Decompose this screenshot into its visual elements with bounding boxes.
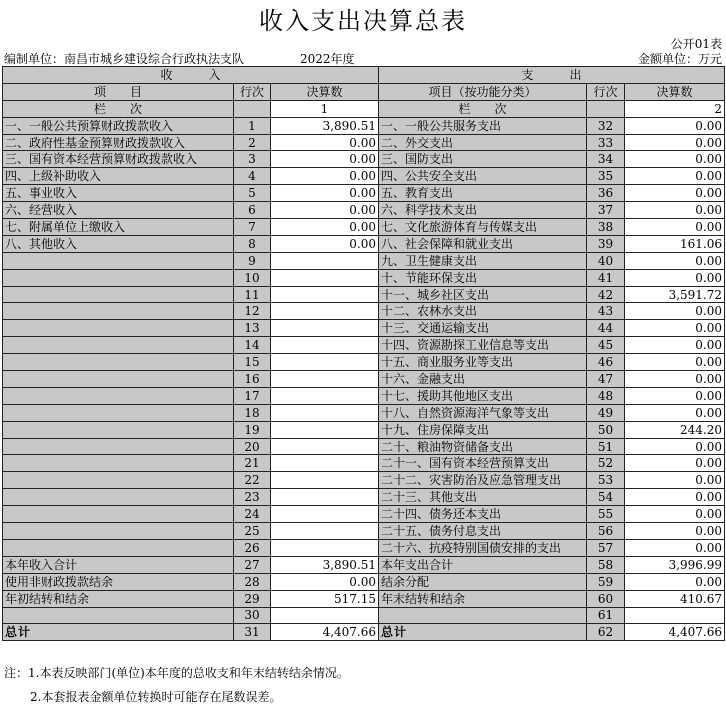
report-meta-row xyxy=(0,50,726,66)
budget-table xyxy=(2,66,725,641)
income-amount: 0.00 xyxy=(271,151,379,168)
income-amount xyxy=(271,607,379,624)
expense-item: 十七、援助其他地区支出 xyxy=(379,387,587,404)
table-row xyxy=(3,252,725,269)
table-row xyxy=(3,151,725,168)
income-section-header: 收 入 xyxy=(3,67,379,84)
expense-row-no: 32 xyxy=(587,117,625,134)
expense-amount: 3,591.72 xyxy=(625,286,725,303)
expense-row-no: 58 xyxy=(587,556,625,573)
expense-item: 二十四、债务还本支出 xyxy=(379,506,587,523)
income-item: 八、其他收入 xyxy=(3,235,234,252)
expense-row-no: 56 xyxy=(587,523,625,540)
expense-amount: 0.00 xyxy=(625,539,725,556)
income-row-no: 18 xyxy=(234,404,271,421)
expense-row-no: 55 xyxy=(587,506,625,523)
table-row xyxy=(3,523,725,540)
income-row-no: 28 xyxy=(234,573,271,590)
table-row xyxy=(3,539,725,556)
income-amount xyxy=(271,523,379,540)
table-row xyxy=(3,235,725,252)
expense-amount: 0.00 xyxy=(625,320,725,337)
table-row xyxy=(3,354,725,371)
income-item: 总计 xyxy=(3,624,234,641)
income-amount xyxy=(271,539,379,556)
expense-amount xyxy=(625,607,725,624)
expense-amount: 0.00 xyxy=(625,506,725,523)
income-row-no: 10 xyxy=(234,269,271,286)
table-row xyxy=(3,421,725,438)
expense-item: 二十二、灾害防治及应急管理支出 xyxy=(379,472,587,489)
expense-item: 二十三、其他支出 xyxy=(379,489,587,506)
income-row-no: 2 xyxy=(234,134,271,151)
income-amount: 3,890.51 xyxy=(271,117,379,134)
lanci-left-blank xyxy=(234,100,271,117)
income-row-no: 8 xyxy=(234,235,271,252)
income-item xyxy=(3,371,234,388)
expense-row-no: 54 xyxy=(587,489,625,506)
income-item xyxy=(3,506,234,523)
income-amount xyxy=(271,286,379,303)
income-row-no: 31 xyxy=(234,624,271,641)
amount-unit: 金额单位：万元 xyxy=(637,52,722,66)
income-row-no: 14 xyxy=(234,337,271,354)
income-row-no: 16 xyxy=(234,371,271,388)
table-row xyxy=(3,219,725,236)
expense-item: 十八、自然资源海洋气象等支出 xyxy=(379,404,587,421)
income-amount xyxy=(271,269,379,286)
expense-item: 年末结转和结余 xyxy=(379,590,587,607)
expense-row-no: 57 xyxy=(587,539,625,556)
expense-item: 十五、商业服务业等支出 xyxy=(379,354,587,371)
expense-row-no: 61 xyxy=(587,607,625,624)
expense-row-no: 42 xyxy=(587,286,625,303)
expense-amount: 4,407.66 xyxy=(625,624,725,641)
lanci-row xyxy=(3,100,725,117)
table-row xyxy=(3,303,725,320)
income-item xyxy=(3,320,234,337)
expense-amount: 0.00 xyxy=(625,168,725,185)
expense-row-no: 50 xyxy=(587,421,625,438)
income-row-no: 22 xyxy=(234,472,271,489)
income-item xyxy=(3,472,234,489)
expense-item xyxy=(379,607,587,624)
expense-row-no: 46 xyxy=(587,354,625,371)
form-number: 公开01表 xyxy=(670,37,722,51)
income-amount xyxy=(271,354,379,371)
table-row xyxy=(3,573,725,590)
section-header-row xyxy=(3,67,725,84)
income-item: 六、经营收入 xyxy=(3,202,234,219)
income-amount xyxy=(271,252,379,269)
expense-item: 十二、农林水支出 xyxy=(379,303,587,320)
income-item: 一、一般公共预算财政拨款收入 xyxy=(3,117,234,134)
lanci-right-label: 栏 次 xyxy=(379,100,587,117)
footnote-2: 2.本套报表金额单位转换时可能存在尾数误差。 xyxy=(30,690,282,704)
expense-amount: 244.20 xyxy=(625,421,725,438)
income-item: 年初结转和结余 xyxy=(3,590,234,607)
expense-item: 九、卫生健康支出 xyxy=(379,252,587,269)
income-amount xyxy=(271,320,379,337)
income-amount: 0.00 xyxy=(271,134,379,151)
table-row xyxy=(3,387,725,404)
expense-amount: 0.00 xyxy=(625,438,725,455)
expense-section-header: 支 出 xyxy=(379,67,725,84)
expense-row-no: 33 xyxy=(587,134,625,151)
expense-item: 十九、住房保障支出 xyxy=(379,421,587,438)
income-row-no: 6 xyxy=(234,202,271,219)
income-amount: 0.00 xyxy=(271,202,379,219)
table-row xyxy=(3,286,725,303)
income-item xyxy=(3,337,234,354)
expense-amount: 0.00 xyxy=(625,354,725,371)
expense-item: 结余分配 xyxy=(379,573,587,590)
expense-amount: 161.06 xyxy=(625,235,725,252)
table-row xyxy=(3,337,725,354)
income-row-no: 12 xyxy=(234,303,271,320)
table-row xyxy=(3,269,725,286)
expense-item: 十、节能环保支出 xyxy=(379,269,587,286)
expense-item: 本年支出合计 xyxy=(379,556,587,573)
table-row xyxy=(3,202,725,219)
expense-item: 二十五、债务付息支出 xyxy=(379,523,587,540)
table-row xyxy=(3,134,725,151)
income-item xyxy=(3,489,234,506)
income-row-no: 5 xyxy=(234,185,271,202)
income-item xyxy=(3,303,234,320)
page-title: 收入支出决算总表 xyxy=(259,7,467,35)
income-amount xyxy=(271,506,379,523)
income-item xyxy=(3,269,234,286)
expense-amount: 0.00 xyxy=(625,404,725,421)
table-row xyxy=(3,489,725,506)
expense-item: 三、国防支出 xyxy=(379,151,587,168)
expense-item: 十一、城乡社区支出 xyxy=(379,286,587,303)
header-item-func: 项目（按功能分类） xyxy=(379,83,587,100)
expense-row-no: 39 xyxy=(587,235,625,252)
expense-amount: 0.00 xyxy=(625,387,725,404)
income-item xyxy=(3,539,234,556)
expense-item: 十四、资源勘探工业信息等支出 xyxy=(379,337,587,354)
reporting-org: 编制单位：南昌市城乡建设综合行政执法支队 xyxy=(4,52,245,66)
expense-amount: 0.00 xyxy=(625,523,725,540)
expense-amount: 0.00 xyxy=(625,117,725,134)
income-amount xyxy=(271,472,379,489)
table-row xyxy=(3,438,725,455)
income-item: 七、附属单位上缴收入 xyxy=(3,219,234,236)
expense-item: 五、教育支出 xyxy=(379,185,587,202)
income-amount: 4,407.66 xyxy=(271,624,379,641)
income-item xyxy=(3,252,234,269)
expense-item: 二十六、抗疫特别国债安排的支出 xyxy=(379,539,587,556)
expense-item: 八、社会保障和就业支出 xyxy=(379,235,587,252)
table-row xyxy=(3,117,725,134)
income-item: 二、政府性基金预算财政拨款收入 xyxy=(3,134,234,151)
lanci-right-blank xyxy=(587,100,625,117)
income-row-no: 19 xyxy=(234,421,271,438)
income-amount xyxy=(271,337,379,354)
expense-row-no: 41 xyxy=(587,269,625,286)
income-amount xyxy=(271,371,379,388)
table-row xyxy=(3,320,725,337)
expense-row-no: 52 xyxy=(587,455,625,472)
expense-amount: 410.67 xyxy=(625,590,725,607)
expense-amount: 0.00 xyxy=(625,455,725,472)
income-item xyxy=(3,438,234,455)
income-row-no: 4 xyxy=(234,168,271,185)
income-item: 五、事业收入 xyxy=(3,185,234,202)
table-row xyxy=(3,168,725,185)
header-amount-2: 决算数 xyxy=(625,83,725,100)
expense-amount: 0.00 xyxy=(625,573,725,590)
expense-row-no: 40 xyxy=(587,252,625,269)
income-item: 三、国有资本经营预算财政拨款收入 xyxy=(3,151,234,168)
income-amount: 0.00 xyxy=(271,219,379,236)
income-item xyxy=(3,404,234,421)
expense-row-no: 43 xyxy=(587,303,625,320)
expense-item: 十六、金融支出 xyxy=(379,371,587,388)
expense-item: 二十、粮油物资储备支出 xyxy=(379,438,587,455)
expense-item: 一、一般公共服务支出 xyxy=(379,117,587,134)
income-row-no: 1 xyxy=(234,117,271,134)
income-item xyxy=(3,387,234,404)
income-row-no: 27 xyxy=(234,556,271,573)
income-row-no: 20 xyxy=(234,438,271,455)
income-item xyxy=(3,455,234,472)
expense-row-no: 53 xyxy=(587,472,625,489)
expense-row-no: 36 xyxy=(587,185,625,202)
income-amount xyxy=(271,404,379,421)
table-row xyxy=(3,607,725,624)
expense-row-no: 34 xyxy=(587,151,625,168)
income-amount xyxy=(271,455,379,472)
income-row-no: 25 xyxy=(234,523,271,540)
report-year: 2022年度 xyxy=(300,52,355,66)
expense-item: 总计 xyxy=(379,624,587,641)
income-amount: 3,890.51 xyxy=(271,556,379,573)
income-row-no: 24 xyxy=(234,506,271,523)
header-row-no-2: 行次 xyxy=(587,83,625,100)
income-amount: 0.00 xyxy=(271,573,379,590)
expense-row-no: 35 xyxy=(587,168,625,185)
expense-amount: 0.00 xyxy=(625,489,725,506)
income-item xyxy=(3,286,234,303)
expense-amount: 0.00 xyxy=(625,219,725,236)
table-row xyxy=(3,506,725,523)
expense-amount: 0.00 xyxy=(625,303,725,320)
income-row-no: 21 xyxy=(234,455,271,472)
income-amount xyxy=(271,387,379,404)
income-item xyxy=(3,354,234,371)
income-amount: 0.00 xyxy=(271,168,379,185)
expense-amount: 0.00 xyxy=(625,269,725,286)
income-row-no: 30 xyxy=(234,607,271,624)
income-row-no: 7 xyxy=(234,219,271,236)
expense-item: 十三、交通运输支出 xyxy=(379,320,587,337)
income-item: 本年收入合计 xyxy=(3,556,234,573)
header-amount: 决算数 xyxy=(271,83,379,100)
expense-amount: 0.00 xyxy=(625,472,725,489)
expense-row-no: 47 xyxy=(587,371,625,388)
income-item: 使用非财政拨款结余 xyxy=(3,573,234,590)
expense-amount: 0.00 xyxy=(625,134,725,151)
income-item: 四、上级补助收入 xyxy=(3,168,234,185)
header-row-no: 行次 xyxy=(234,83,271,100)
income-row-no: 23 xyxy=(234,489,271,506)
income-item xyxy=(3,421,234,438)
expense-row-no: 60 xyxy=(587,590,625,607)
income-item xyxy=(3,607,234,624)
expense-amount: 0.00 xyxy=(625,185,725,202)
income-item xyxy=(3,523,234,540)
income-amount xyxy=(271,303,379,320)
expense-row-no: 45 xyxy=(587,337,625,354)
income-amount xyxy=(271,438,379,455)
column-header-row xyxy=(3,83,725,100)
income-amount xyxy=(271,421,379,438)
income-amount: 0.00 xyxy=(271,185,379,202)
header-item: 项 目 xyxy=(3,83,234,100)
income-row-no: 3 xyxy=(234,151,271,168)
income-amount: 517.15 xyxy=(271,590,379,607)
expense-row-no: 59 xyxy=(587,573,625,590)
income-amount: 0.00 xyxy=(271,235,379,252)
expense-item: 六、科学技术支出 xyxy=(379,202,587,219)
expense-item: 四、公共安全支出 xyxy=(379,168,587,185)
expense-row-no: 51 xyxy=(587,438,625,455)
income-row-no: 26 xyxy=(234,539,271,556)
expense-amount: 0.00 xyxy=(625,151,725,168)
table-row xyxy=(3,185,725,202)
total-row xyxy=(3,624,725,641)
expense-row-no: 48 xyxy=(587,387,625,404)
expense-item: 二十一、国有资本经营预算支出 xyxy=(379,455,587,472)
lanci-left-num: 1 xyxy=(271,100,379,117)
lanci-right-num: 2 xyxy=(625,100,725,117)
income-row-no: 11 xyxy=(234,286,271,303)
expense-amount: 0.00 xyxy=(625,202,725,219)
expense-amount: 0.00 xyxy=(625,252,725,269)
expense-item: 七、文化旅游体育与传媒支出 xyxy=(379,219,587,236)
income-row-no: 15 xyxy=(234,354,271,371)
table-row xyxy=(3,455,725,472)
table-row xyxy=(3,404,725,421)
expense-amount: 3,996.99 xyxy=(625,556,725,573)
table-row xyxy=(3,472,725,489)
expense-row-no: 44 xyxy=(587,320,625,337)
expense-row-no: 38 xyxy=(587,219,625,236)
expense-amount: 0.00 xyxy=(625,337,725,354)
expense-row-no: 37 xyxy=(587,202,625,219)
income-row-no: 13 xyxy=(234,320,271,337)
table-row xyxy=(3,371,725,388)
lanci-left-label: 栏 次 xyxy=(3,100,234,117)
income-amount xyxy=(271,489,379,506)
table-row xyxy=(3,590,725,607)
table-row xyxy=(3,556,725,573)
income-row-no: 9 xyxy=(234,252,271,269)
expense-row-no: 49 xyxy=(587,404,625,421)
expense-item: 二、外交支出 xyxy=(379,134,587,151)
expense-row-no: 62 xyxy=(587,624,625,641)
income-row-no: 29 xyxy=(234,590,271,607)
footnote-1: 注：1.本表反映部门(单位)本年度的总收支和年末结转结余情况。 xyxy=(4,666,349,680)
income-row-no: 17 xyxy=(234,387,271,404)
expense-amount: 0.00 xyxy=(625,371,725,388)
